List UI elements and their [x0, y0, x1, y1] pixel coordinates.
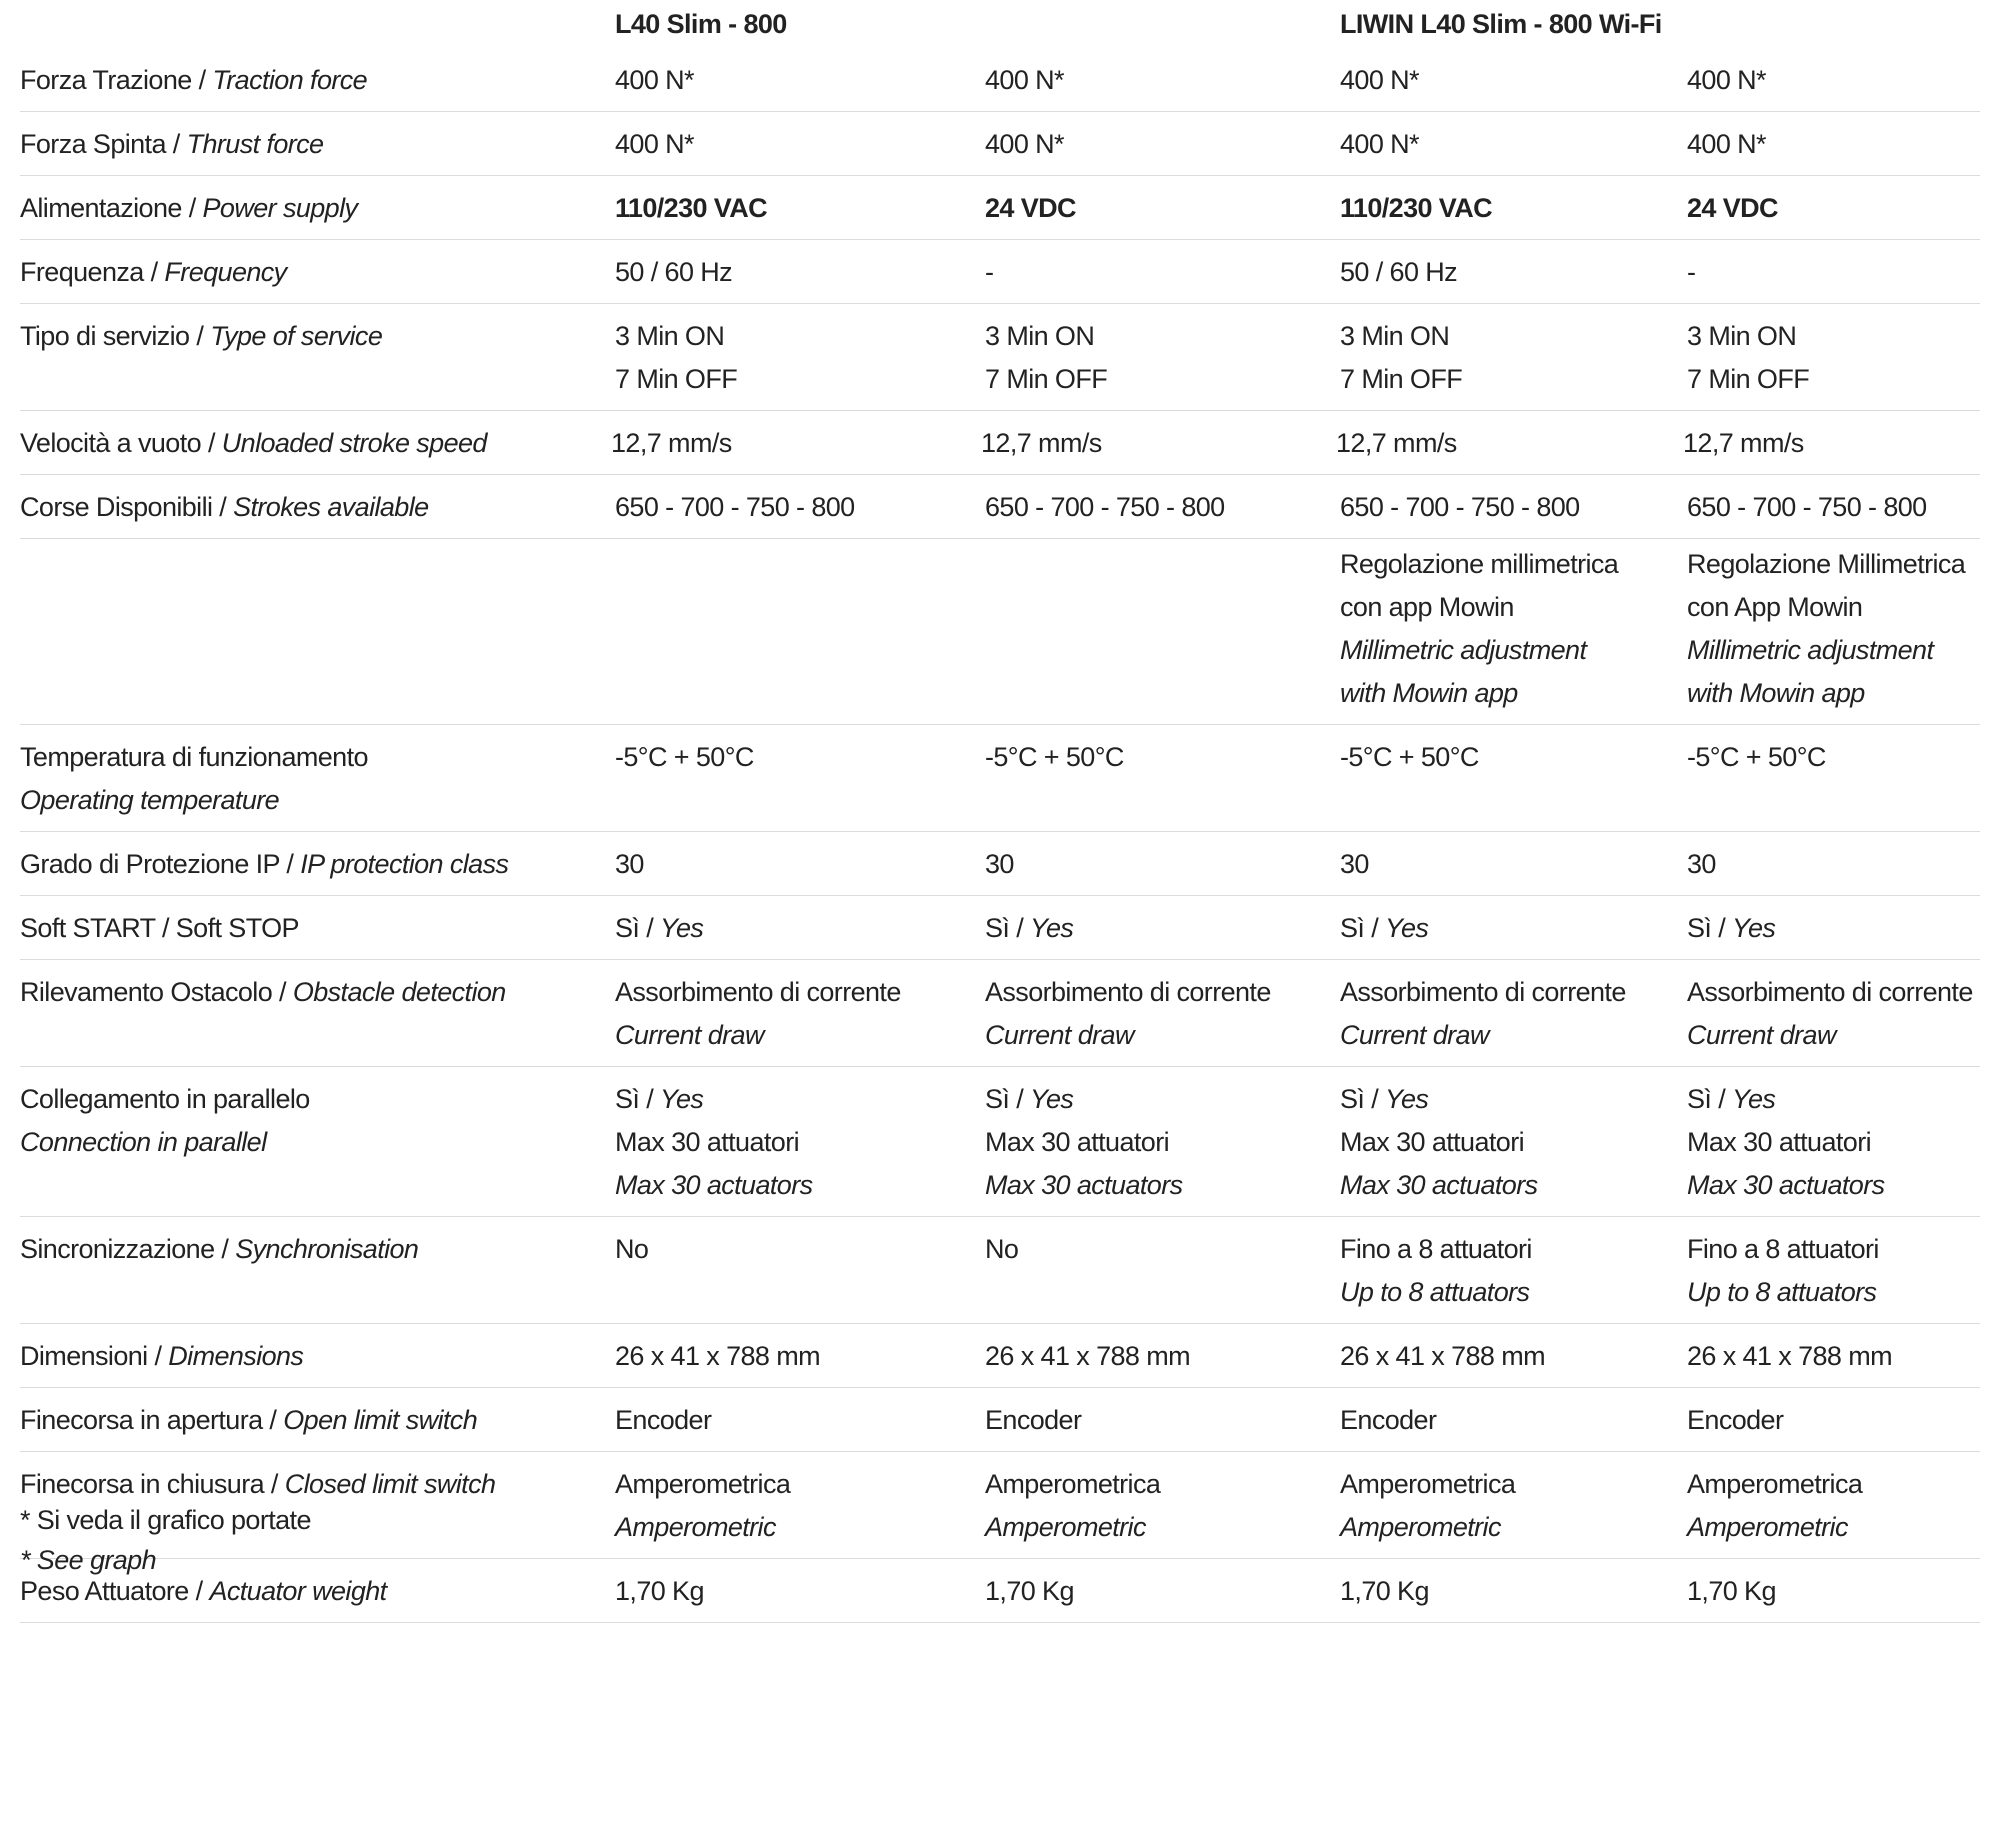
cell-value: 50 / 60 Hz	[615, 257, 733, 287]
row-label-empty	[20, 543, 615, 715]
label-separator: /	[188, 1576, 210, 1606]
row-label	[20, 187, 615, 230]
table-row-closed-limit-switch	[20, 1452, 1980, 1559]
value-line: Assorbimento di corrente	[615, 977, 901, 1007]
cell-value	[985, 907, 1340, 950]
value-line: 7 Min OFF	[615, 364, 738, 394]
table-row-unloaded-speed	[20, 411, 1980, 475]
table-header	[20, 0, 1980, 48]
cell-value	[1687, 971, 1980, 1057]
value-line: with Mowin app	[1340, 678, 1518, 708]
label-en: Traction force	[212, 65, 368, 95]
value-line: Max 30 actuators	[1340, 1170, 1538, 1200]
value-line: Millimetric adjustment	[1687, 635, 1934, 665]
cell-value	[615, 315, 985, 401]
cell-value: -5°C + 50°C	[1687, 742, 1826, 772]
cell-value: 650 - 700 - 750 - 800	[1340, 492, 1580, 522]
value-line: Amperometric	[985, 1512, 1146, 1542]
cell-value: 400 N*	[615, 129, 694, 159]
row-label	[20, 123, 615, 166]
label-en: Obstacle detection	[292, 977, 506, 1007]
cell-value-empty	[985, 543, 1340, 715]
value-line: 3 Min ON	[1687, 321, 1797, 351]
cell-value: 30	[615, 849, 644, 879]
label-it: Tipo di servizio	[20, 321, 190, 351]
label-en: Synchronisation	[235, 1234, 419, 1264]
cell-value: 400 N*	[1687, 129, 1766, 159]
value-line: 7 Min OFF	[985, 364, 1108, 394]
value-en: Yes	[1385, 913, 1429, 943]
value-line	[1340, 1078, 1687, 1121]
value-line: Max 30 attuatori	[615, 1127, 800, 1157]
cell-value: 12,7 mm/s	[1683, 428, 1804, 458]
cell-value	[615, 1078, 985, 1207]
table-row-dimensions	[20, 1324, 1980, 1388]
row-label	[20, 1335, 615, 1378]
value-line: Amperometric	[1340, 1512, 1501, 1542]
value-line: con App Mowin	[1687, 592, 1863, 622]
cell-value: 650 - 700 - 750 - 800	[985, 492, 1225, 522]
cell-value: 30	[985, 849, 1014, 879]
value-line: 3 Min ON	[615, 321, 725, 351]
label-separator: /	[264, 1469, 285, 1499]
row-label: Soft START / Soft STOP	[20, 913, 299, 943]
table-row-synchronisation	[20, 1217, 1980, 1324]
value-it: Sì	[1687, 1084, 1712, 1114]
value-it: Sì	[985, 1084, 1010, 1114]
value-line: Amperometrica	[1687, 1469, 1863, 1499]
row-label	[20, 1228, 615, 1314]
footnote	[20, 1500, 311, 1580]
label-en: Connection in parallel	[20, 1127, 267, 1157]
label-separator: /	[189, 321, 211, 351]
cell-value: 24 VDC	[1687, 193, 1778, 223]
cell-value: -5°C + 50°C	[985, 742, 1124, 772]
value-it: Sì	[1340, 913, 1365, 943]
label-en: Strokes available	[233, 492, 429, 522]
value-line	[1687, 1078, 1980, 1121]
cell-value: 400 N*	[1340, 129, 1419, 159]
value-line: Regolazione Millimetrica	[1687, 549, 1966, 579]
value-line: Assorbimento di corrente	[985, 977, 1271, 1007]
value-line: Up to 8 attuators	[1687, 1277, 1877, 1307]
cell-value: 12,7 mm/s	[611, 428, 732, 458]
row-label	[20, 1399, 615, 1442]
cell-value: No	[985, 1234, 1019, 1264]
table-row-operating-temperature	[20, 725, 1980, 832]
value-line: Fino a 8 attuatori	[1687, 1234, 1879, 1264]
value-line: Regolazione millimetrica	[1340, 549, 1619, 579]
table-row-ip-protection	[20, 832, 1980, 896]
cell-value	[615, 971, 985, 1057]
label-it: Alimentazione	[20, 193, 182, 223]
value-separator: /	[1711, 913, 1733, 943]
cell-value: 110/230 VAC	[1340, 193, 1493, 223]
label-it: Velocità a vuoto	[20, 428, 202, 458]
cell-value: 650 - 700 - 750 - 800	[1687, 492, 1927, 522]
cell-value: 1,70 Kg	[985, 1576, 1074, 1606]
value-separator: /	[1364, 1084, 1386, 1114]
value-line: Amperometric	[615, 1512, 776, 1542]
value-line: con app Mowin	[1340, 592, 1514, 622]
cell-value	[985, 1078, 1340, 1207]
value-line: Millimetric adjustment	[1340, 635, 1587, 665]
table-row-actuator-weight	[20, 1559, 1980, 1623]
label-separator: /	[191, 65, 213, 95]
value-line: 7 Min OFF	[1687, 364, 1810, 394]
label-en: Actuator weight	[209, 1576, 387, 1606]
row-label	[20, 736, 615, 822]
row-label	[20, 59, 615, 102]
label-it: Corse Disponibili	[20, 492, 213, 522]
label-en: Thrust force	[186, 129, 324, 159]
cell-value	[1687, 1463, 1980, 1549]
value-en: Yes	[660, 913, 704, 943]
value-line: Amperometrica	[615, 1469, 791, 1499]
table-row-connection-parallel	[20, 1067, 1980, 1217]
row-label	[20, 315, 615, 401]
cell-value: No	[615, 1234, 649, 1264]
value-it: Sì	[985, 913, 1010, 943]
cell-value: 12,7 mm/s	[1336, 428, 1457, 458]
value-line: 3 Min ON	[1340, 321, 1450, 351]
cell-value: 1,70 Kg	[615, 1576, 704, 1606]
cell-value	[615, 1463, 985, 1549]
cell-value-empty	[615, 543, 985, 715]
cell-value: Encoder	[615, 1405, 712, 1435]
value-en: Yes	[1030, 913, 1074, 943]
cell-value	[1687, 543, 1980, 715]
label-it: Finecorsa in chiusura	[20, 1469, 265, 1499]
cell-value	[1687, 1228, 1980, 1314]
value-line: 7 Min OFF	[1340, 364, 1463, 394]
value-line: Up to 8 attuators	[1340, 1277, 1530, 1307]
label-it: Frequenza	[20, 257, 144, 287]
cell-value: 400 N*	[985, 129, 1064, 159]
cell-value: -5°C + 50°C	[615, 742, 754, 772]
cell-value: 1,70 Kg	[1687, 1576, 1776, 1606]
table-row-frequency	[20, 240, 1980, 304]
row-label	[20, 251, 615, 294]
value-separator: /	[1711, 1084, 1733, 1114]
cell-value: Encoder	[985, 1405, 1082, 1435]
cell-value	[1340, 907, 1687, 950]
value-en: Yes	[1030, 1084, 1074, 1114]
value-separator: /	[639, 913, 661, 943]
label-en: Frequency	[164, 257, 287, 287]
table-row-type-of-service	[20, 304, 1980, 411]
label-it: Collegamento in parallelo	[20, 1084, 310, 1114]
footnote-en: * See graph	[20, 1545, 157, 1575]
cell-value	[1340, 971, 1687, 1057]
label-separator: /	[212, 492, 234, 522]
table-row-soft-start-stop	[20, 896, 1980, 960]
label-separator: /	[147, 1341, 169, 1371]
label-separator: /	[143, 257, 165, 287]
value-en: Yes	[1732, 913, 1776, 943]
table-row-strokes-available	[20, 475, 1980, 538]
label-separator: /	[201, 428, 222, 458]
label-separator: /	[279, 849, 301, 879]
label-en: Open limit switch	[283, 1405, 478, 1435]
cell-value: 650 - 700 - 750 - 800	[615, 492, 855, 522]
value-it: Sì	[615, 1084, 640, 1114]
cell-value: 400 N*	[1687, 65, 1766, 95]
cell-value	[1340, 1463, 1687, 1549]
table-row-thrust-force	[20, 112, 1980, 176]
label-it: Finecorsa in apertura	[20, 1405, 263, 1435]
cell-value: -5°C + 50°C	[1340, 742, 1479, 772]
value-it: Sì	[1340, 1084, 1365, 1114]
cell-value	[985, 1463, 1340, 1549]
label-it: Peso Attuatore	[20, 1576, 189, 1606]
value-line: Max 30 attuatori	[1340, 1127, 1525, 1157]
label-it: Sincronizzazione	[20, 1234, 215, 1264]
cell-value: Encoder	[1687, 1405, 1784, 1435]
spec-table	[20, 0, 1980, 1623]
label-separator: /	[181, 193, 203, 223]
value-line: with Mowin app	[1687, 678, 1865, 708]
model-header-liwin-wifi: LIWIN L40 Slim - 800 Wi-Fi	[1340, 8, 1662, 39]
value-line: Current draw	[1687, 1020, 1836, 1050]
table-row-obstacle-detection	[20, 960, 1980, 1067]
cell-value: 110/230 VAC	[615, 193, 768, 223]
label-en: Unloaded stroke speed	[221, 428, 487, 458]
cell-value	[1340, 543, 1687, 715]
label-separator: /	[272, 977, 293, 1007]
cell-value	[985, 315, 1340, 401]
value-separator: /	[1364, 913, 1386, 943]
cell-value	[1687, 1078, 1980, 1207]
cell-value: 26 x 41 x 788 mm	[985, 1341, 1191, 1371]
value-line: Amperometrica	[985, 1469, 1161, 1499]
cell-value: 400 N*	[985, 65, 1064, 95]
value-en: Yes	[1732, 1084, 1776, 1114]
value-line: Current draw	[985, 1020, 1134, 1050]
label-it: Grado di Protezione IP	[20, 849, 280, 879]
value-line: Fino a 8 attuatori	[1340, 1234, 1532, 1264]
label-en: Dimensions	[168, 1341, 304, 1371]
value-line	[615, 1078, 985, 1121]
value-line: Current draw	[1340, 1020, 1489, 1050]
table-row-traction-force	[20, 48, 1980, 112]
table-row-millimetric-adjustment	[20, 538, 1980, 725]
row-label	[20, 422, 615, 465]
cell-value: 1,70 Kg	[1340, 1576, 1429, 1606]
value-line: Max 30 actuators	[985, 1170, 1183, 1200]
value-line	[985, 1078, 1340, 1121]
cell-value: Encoder	[1340, 1405, 1437, 1435]
cell-value	[985, 971, 1340, 1057]
label-it: Rilevamento Ostacolo	[20, 977, 273, 1007]
label-it: Forza Trazione	[20, 65, 192, 95]
value-line: Assorbimento di corrente	[1340, 977, 1626, 1007]
label-it: Dimensioni	[20, 1341, 148, 1371]
value-it: Sì	[1687, 913, 1712, 943]
label-en: IP protection class	[300, 849, 509, 879]
cell-value: -	[985, 257, 994, 287]
cell-value	[1340, 1078, 1687, 1207]
value-line: Max 30 actuators	[615, 1170, 813, 1200]
footnote-it: * Si veda il grafico portate	[20, 1505, 311, 1535]
value-line: Max 30 actuators	[1687, 1170, 1885, 1200]
value-line: Max 30 attuatori	[1687, 1127, 1872, 1157]
cell-value: 400 N*	[615, 65, 694, 95]
row-label	[20, 1078, 615, 1207]
cell-value: 50 / 60 Hz	[1340, 257, 1458, 287]
cell-value: 30	[1687, 849, 1716, 879]
cell-value: 26 x 41 x 788 mm	[615, 1341, 821, 1371]
label-separator: /	[165, 129, 187, 159]
label-separator: /	[214, 1234, 236, 1264]
value-line: Assorbimento di corrente	[1687, 977, 1973, 1007]
cell-value	[1340, 315, 1687, 401]
value-separator: /	[1009, 1084, 1031, 1114]
cell-value: 30	[1340, 849, 1369, 879]
model-header-l40-slim: L40 Slim - 800	[615, 8, 787, 39]
cell-value: -	[1687, 257, 1696, 287]
label-en: Type of service	[210, 321, 383, 351]
cell-value: 26 x 41 x 788 mm	[1340, 1341, 1546, 1371]
cell-value: 12,7 mm/s	[981, 428, 1102, 458]
cell-value	[1687, 315, 1980, 401]
label-en: Operating temperature	[20, 785, 280, 815]
label-it: Forza Spinta	[20, 129, 166, 159]
cell-value	[615, 907, 985, 950]
value-en: Yes	[1385, 1084, 1429, 1114]
value-line: Amperometrica	[1340, 1469, 1516, 1499]
value-line: Amperometric	[1687, 1512, 1848, 1542]
value-separator: /	[1009, 913, 1031, 943]
cell-value: 400 N*	[1340, 65, 1419, 95]
value-separator: /	[639, 1084, 661, 1114]
cell-value: 26 x 41 x 788 mm	[1687, 1341, 1893, 1371]
label-en: Power supply	[202, 193, 358, 223]
row-label	[20, 971, 615, 1057]
value-line: Current draw	[615, 1020, 764, 1050]
value-en: Yes	[660, 1084, 704, 1114]
label-it: Temperatura di funzionamento	[20, 742, 368, 772]
value-it: Sì	[615, 913, 640, 943]
row-label	[20, 843, 615, 886]
label-separator: /	[262, 1405, 284, 1435]
table-row-power-supply	[20, 176, 1980, 240]
row-label	[20, 486, 615, 529]
table-row-open-limit-switch	[20, 1388, 1980, 1452]
label-en: Closed limit switch	[284, 1469, 496, 1499]
cell-value: 24 VDC	[985, 193, 1076, 223]
value-line: Max 30 attuatori	[985, 1127, 1170, 1157]
cell-value	[1687, 907, 1980, 950]
value-line: 3 Min ON	[985, 321, 1095, 351]
cell-value	[1340, 1228, 1687, 1314]
